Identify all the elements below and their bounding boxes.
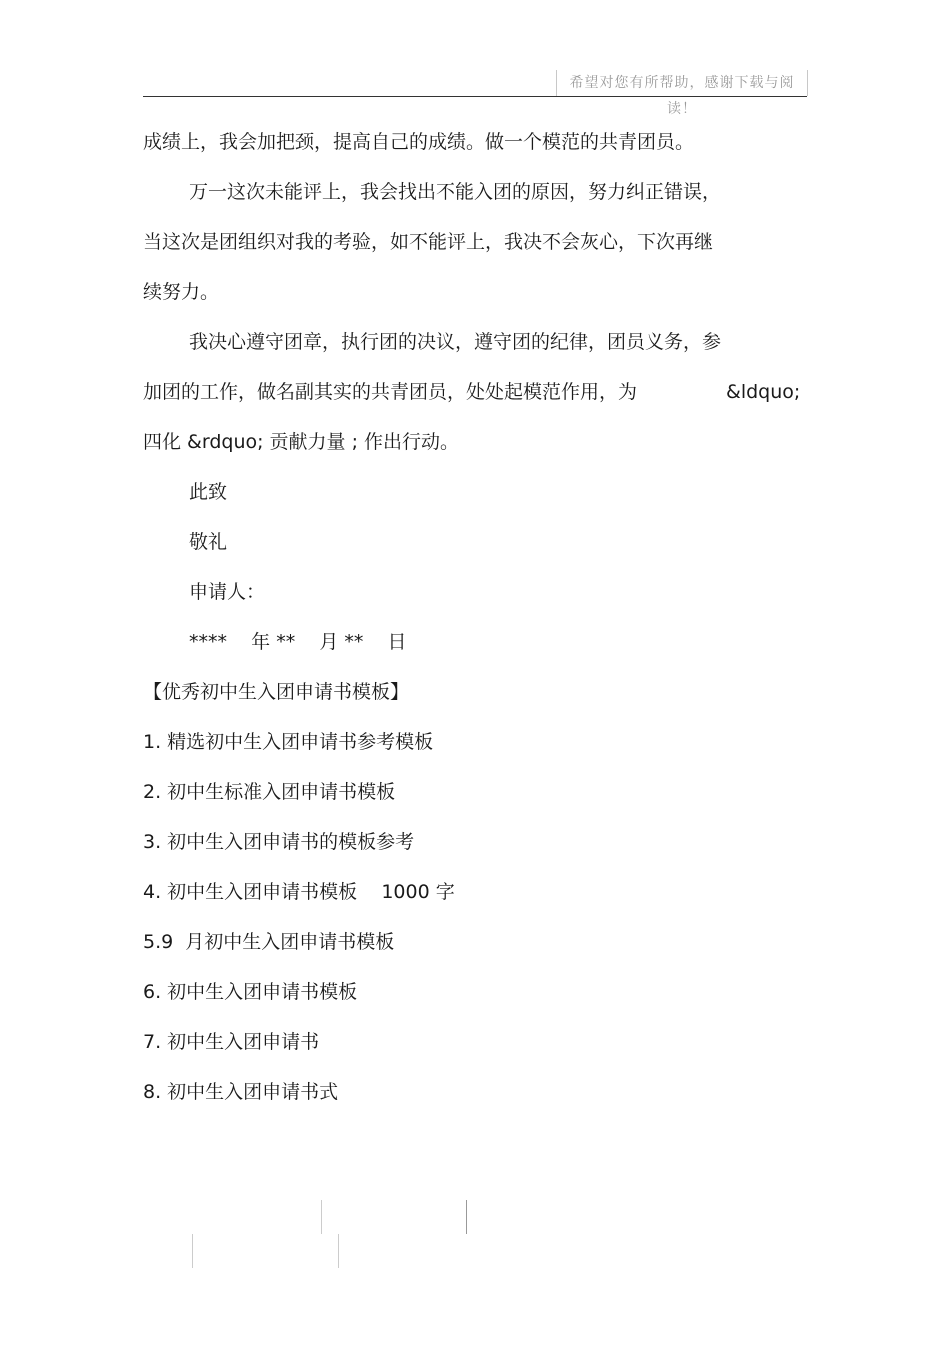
- date-line: **** 年 ** 月 ** 日: [189, 631, 407, 653]
- related-item[interactable]: 5.9 月初中生入团申请书模板: [143, 931, 395, 953]
- body-line-fragment: &ldquo;: [726, 381, 801, 403]
- body-line: 续努力。: [143, 281, 220, 303]
- closing-regards: 敬礼: [189, 531, 228, 553]
- related-item[interactable]: 7. 初中生入团申请书: [143, 1031, 320, 1053]
- body-line: 四化 &rdquo; 贡献力量 ; 作出行动。: [143, 431, 460, 453]
- related-item[interactable]: 2. 初中生标准入团申请书模板: [143, 781, 396, 803]
- body-line: 我决心遵守团章，执行团的决议，遵守团的纪律，团员义务，参: [189, 331, 722, 353]
- body-line: 成绩上，我会加把颈，提高自己的成绩。做一个模范的共青团员。: [143, 131, 695, 153]
- header-rule: [143, 96, 807, 97]
- related-item[interactable]: 6. 初中生入团申请书模板: [143, 981, 358, 1003]
- related-item[interactable]: 3. 初中生入团申请书的模板参考: [143, 831, 415, 853]
- closing-salutation: 此致: [189, 481, 228, 503]
- scan-mark: [466, 1200, 467, 1234]
- body-line: 万一这次未能评上，我会找出不能入团的原因，努力纠正错误，: [189, 181, 722, 203]
- applicant-label: 申请人：: [189, 581, 266, 603]
- related-item[interactable]: 1. 精选初中生入团申请书参考模板: [143, 731, 434, 753]
- scan-mark: [192, 1234, 193, 1268]
- related-heading: 【优秀初中生入团申请书模板】: [143, 681, 410, 703]
- scan-mark: [321, 1200, 322, 1234]
- related-item[interactable]: 8. 初中生入团申请书式: [143, 1081, 339, 1103]
- body-line: 当这次是团组织对我的考验，如不能评上，我决不会灰心，下次再继: [143, 231, 714, 253]
- body-line: 加团的工作，做名副其实的共青团员，处处起模范作用，为: [143, 381, 638, 403]
- related-item[interactable]: 4. 初中生入团申请书模板 1000 字: [143, 881, 455, 903]
- scan-mark: [338, 1234, 339, 1268]
- header-watermark: 希望对您有所帮助，感谢下载与阅读！: [556, 70, 808, 96]
